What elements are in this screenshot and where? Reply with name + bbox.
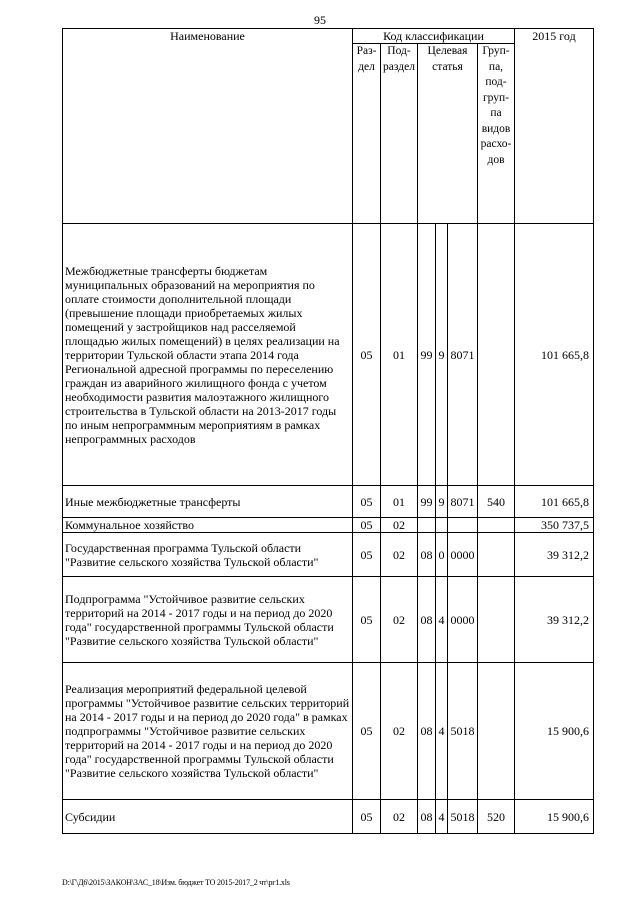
page-number: 95: [314, 13, 326, 27]
row-amount: 350 737,5: [515, 518, 594, 533]
row-subsection: 02: [381, 577, 418, 663]
row-subsection: 01: [381, 224, 418, 486]
row-name: Иные межбюджетные трансферты: [63, 486, 353, 518]
header-target-article: Целевая статья: [418, 44, 478, 224]
row-amount: 15 900,6: [515, 800, 594, 834]
row-section: 05: [353, 577, 381, 663]
row-name: Государственная программа Тульской области "Развитие сельского хозяйства Тульской области": [63, 533, 353, 577]
row-amount: 15 900,6: [515, 663, 594, 800]
row-name: Межбюджетные трансферты бюджетам муниципальных образований на мероприятия по оплате стоимости дополнительной площади (превышение площади приобретаемых жилых помещений у застройщиков над расселяемой площадью жилых помещений) в целях реализации на территории Тульской области этапа 2014 года Региональной адресной программы по переселению граждан из аварийного жилищного фонда с учетом необходимости развития малоэтажного жилищного строительства в Тульской области на 2013-2017 годы по иным непрограммным мероприятиям в рамках непрограммных расходов: [63, 224, 353, 486]
header-section: Раз- дел: [353, 44, 381, 224]
row-article-direction: [448, 518, 478, 533]
row-amount: 39 312,2: [515, 577, 594, 663]
row-section: 05: [353, 224, 381, 486]
row-article-subprogram: 4: [436, 577, 448, 663]
row-subsection: 02: [381, 800, 418, 834]
table-row: [63, 800, 594, 834]
row-name: Коммунальное хозяйство: [63, 518, 353, 533]
row-article-direction: 0000: [448, 577, 478, 663]
row-article-program: 08: [418, 663, 436, 800]
header-subsection: Под- раздел: [381, 44, 418, 224]
row-expense-group: [478, 577, 515, 663]
budget-table: [62, 28, 594, 834]
row-article-subprogram: 4: [436, 663, 448, 800]
row-article-program: [418, 518, 436, 533]
row-article-direction: 5018: [448, 663, 478, 800]
header-code-group: Код классификации: [353, 29, 515, 44]
row-expense-group: [478, 533, 515, 577]
row-article-direction: 0000: [448, 533, 478, 577]
row-amount: 101 665,8: [515, 224, 594, 486]
row-article-direction: 5018: [448, 800, 478, 834]
row-expense-group: 520: [478, 800, 515, 834]
table-row: [63, 577, 594, 663]
row-article-program: 99: [418, 486, 436, 518]
row-expense-group: [478, 663, 515, 800]
row-name: Реализация мероприятий федеральной целевой программы "Устойчивое развитие сельских территорий на 2014 - 2017 годы и на период до 2020 года" в рамках подпрограммы "Устойчивое развитие сельских территорий на 2014 - 2017 годы и на период до 2020 года" государственной программы Тульской области "Развитие сельского хозяйства Тульской области": [63, 663, 353, 800]
table-row: [63, 518, 594, 533]
row-name: Подпрограмма "Устойчивое развитие сельских территорий на 2014 - 2017 годы и на период до 2020 года" государственной программы Тульской области "Развитие сельского хозяйства Тульской области": [63, 577, 353, 663]
row-article-subprogram: 4: [436, 800, 448, 834]
row-section: 05: [353, 533, 381, 577]
row-article-program: 08: [418, 800, 436, 834]
row-article-direction: 8071: [448, 224, 478, 486]
header-year: 2015 год: [515, 29, 594, 224]
row-expense-group: [478, 518, 515, 533]
table-row: [63, 663, 594, 800]
table-row: [63, 224, 594, 486]
row-section: 05: [353, 518, 381, 533]
row-subsection: 02: [381, 663, 418, 800]
row-subsection: 02: [381, 533, 418, 577]
row-article-program: 08: [418, 577, 436, 663]
row-article-subprogram: 9: [436, 224, 448, 486]
row-article-program: 08: [418, 533, 436, 577]
row-subsection: 02: [381, 518, 418, 533]
header-name: Наименование: [63, 29, 353, 224]
row-amount: 101 665,8: [515, 486, 594, 518]
row-article-subprogram: 9: [436, 486, 448, 518]
row-section: 05: [353, 486, 381, 518]
row-section: 05: [353, 800, 381, 834]
row-article-program: 99: [418, 224, 436, 486]
table-row: [63, 533, 594, 577]
row-expense-group: 540: [478, 486, 515, 518]
row-section: 05: [353, 663, 381, 800]
table-row: [63, 486, 594, 518]
row-article-direction: 8071: [448, 486, 478, 518]
row-subsection: 01: [381, 486, 418, 518]
header-expense-group: Груп- па, под- груп- па видов расхо- дов: [478, 44, 515, 224]
row-article-subprogram: 0: [436, 533, 448, 577]
row-amount: 39 312,2: [515, 533, 594, 577]
row-name: Субсидии: [63, 800, 353, 834]
file-path-footer: D:\Г\Д6\2015\ЗАКОН\ЗАС_18\Изм. бюджет ТО 2015-2017_2 чт\рг1.xls: [62, 878, 290, 887]
row-article-subprogram: [436, 518, 448, 533]
row-expense-group: [478, 224, 515, 486]
